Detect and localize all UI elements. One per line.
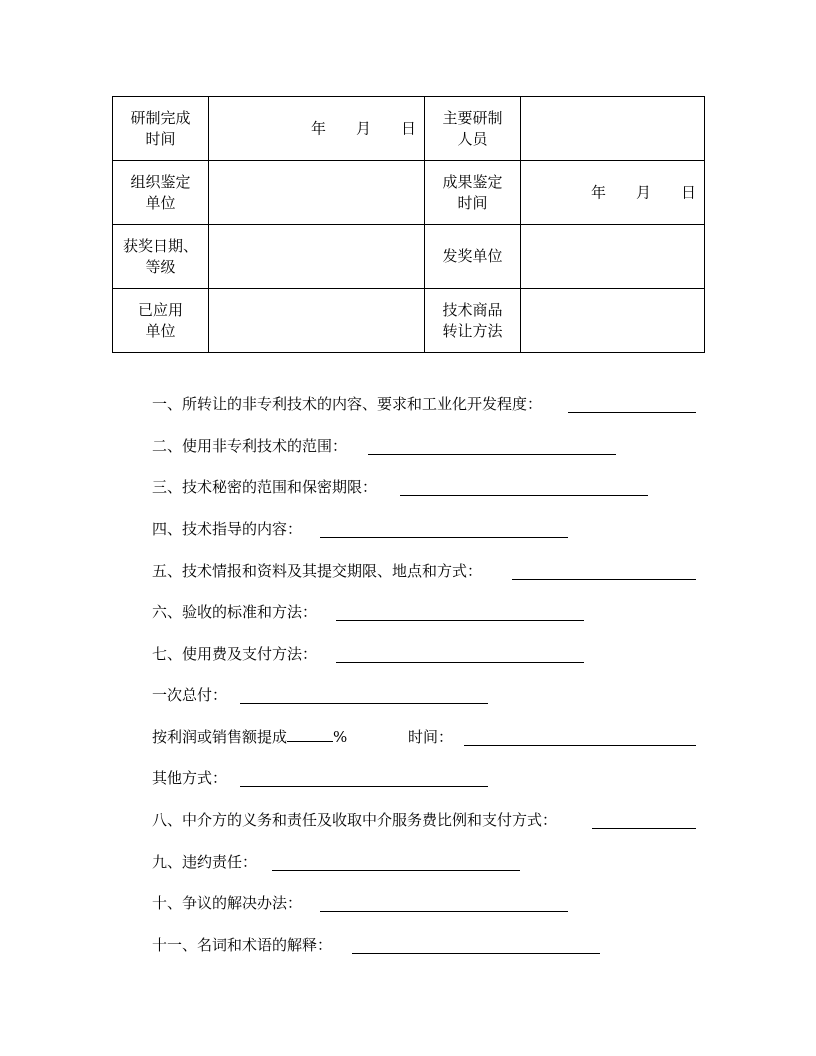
dispute-resolution-blank[interactable] [320,911,568,912]
table-row [113,225,705,289]
label-cell: 组织鉴定 单位 [113,161,209,225]
label-cell: 成果鉴定 时间 [425,161,521,225]
month-label: 月 [635,183,651,201]
acceptance-blank[interactable] [336,620,584,621]
label-cell: 发奖单位 [425,225,521,289]
item-information-delivery: 五、技术情报和资料及其提交期限、地点和方式： [152,560,696,582]
label-cell: 主要研制 人员 [425,97,521,161]
table-row [113,97,705,161]
day-label: 日 [680,183,696,201]
item-breach-liability: 九、违约责任： [152,851,520,873]
royalty-percent-blank[interactable] [287,727,333,742]
appraisal-date-field[interactable] [521,161,705,225]
other-method-blank[interactable] [240,786,488,787]
item-usage-fee: 七、使用费及支付方法： [152,643,584,665]
item-technical-guidance: 四、技术指导的内容： [152,518,568,540]
content-requirements-blank[interactable] [568,412,696,413]
item-acceptance: 六、验收的标准和方法： [152,601,584,623]
main-developers-field[interactable] [521,97,705,161]
information-delivery-blank[interactable] [512,579,696,580]
label-cell: 技术商品 转让方法 [425,289,521,353]
label-cell: 研制完成 时间 [113,97,209,161]
applied-units-field[interactable] [209,289,425,353]
item-usage-scope: 二、使用非专利技术的范围： [152,435,616,457]
lump-sum-blank[interactable] [240,703,488,704]
month-label: 月 [355,119,371,137]
technical-guidance-blank[interactable] [320,537,568,538]
usage-scope-blank[interactable] [368,454,616,455]
award-issuer-field[interactable] [521,225,705,289]
terms-definitions-blank[interactable] [352,953,600,954]
item-lump-sum: 一次总付： [152,684,488,706]
item-secret-scope: 三、技术秘密的范围和保密期限： [152,476,648,498]
label-cell: 已应用 单位 [113,289,209,353]
usage-fee-blank[interactable] [336,662,584,663]
item-content-requirements: 一、所转让的非专利技术的内容、要求和工业化开发程度： [152,393,696,415]
intermediary-duties-blank[interactable] [592,828,696,829]
appraisal-organization-field[interactable] [209,161,425,225]
item-royalty: 按利润或销售额提成 % 时间： [152,726,696,748]
secret-scope-blank[interactable] [400,495,648,496]
info-table [112,96,705,353]
day-label: 日 [400,119,416,137]
label-cell: 获奖日期、 等级 [113,225,209,289]
year-label: 年 [590,183,606,201]
item-dispute-resolution: 十、争议的解决办法： [152,892,568,914]
breach-liability-blank[interactable] [272,870,520,871]
table-row [113,289,705,353]
item-terms-definitions: 十一、名词和术语的解释： [152,934,600,956]
completion-date-field[interactable] [209,97,425,161]
award-date-level-field[interactable] [209,225,425,289]
item-intermediary-duties: 八、中介方的义务和责任及收取中介服务费比例和支付方式： [152,809,696,831]
year-label: 年 [310,119,326,137]
item-other-method: 其他方式： [152,767,488,789]
royalty-time-blank[interactable] [464,745,696,746]
transfer-method-field[interactable] [521,289,705,353]
table-row [113,161,705,225]
